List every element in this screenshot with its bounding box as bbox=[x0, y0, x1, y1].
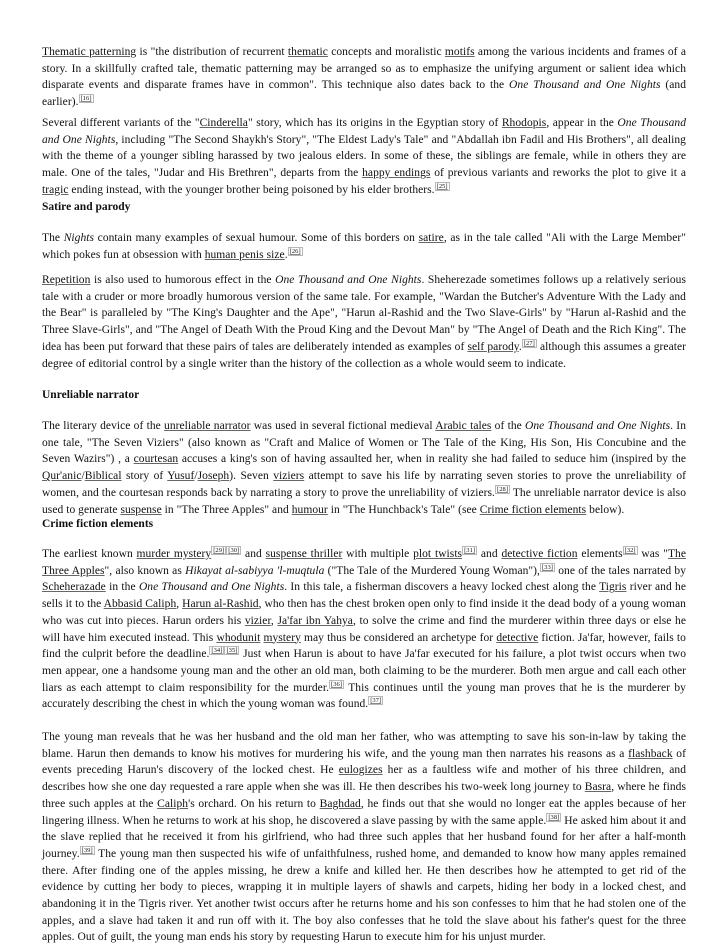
link-happy-endings[interactable]: happy endings bbox=[362, 167, 431, 180]
heading-text: Unreliable narrator bbox=[42, 389, 140, 401]
text-run: " story, which has its origins in the Egyptian story of bbox=[247, 117, 502, 129]
text-run: , bbox=[176, 598, 183, 611]
citation-ref bbox=[288, 247, 303, 256]
link-detective-fiction[interactable]: detective fiction bbox=[501, 548, 578, 560]
link-abbasid-caliph[interactable]: Abbasid Caliph bbox=[103, 598, 177, 611]
flashback-paragraph bbox=[42, 729, 686, 946]
link-humour[interactable]: humour bbox=[291, 503, 328, 516]
italic-title: One Thousand and One Nights bbox=[42, 117, 686, 146]
unreliable-narrator-paragraph bbox=[42, 418, 686, 518]
link-satire[interactable]: satire bbox=[418, 232, 444, 244]
section-heading bbox=[42, 387, 686, 403]
link-baghdad[interactable]: Baghdad bbox=[319, 797, 361, 810]
text-run: ending instead, with the younger brother being poisoned by his elder brothers. bbox=[68, 183, 435, 196]
citation-link[interactable]: [34] bbox=[211, 647, 223, 655]
citation-ref bbox=[546, 813, 561, 822]
citation-link[interactable]: [36] bbox=[331, 680, 343, 688]
text-run: in "The Hunchback's Tale" (see bbox=[327, 503, 480, 516]
text-run: and bbox=[477, 548, 502, 560]
text-run: in "The Three Apples" and bbox=[161, 503, 292, 516]
text-run: ("The Tale of the Murdered Young Woman"), bbox=[324, 564, 540, 577]
text-run: ", also known as bbox=[104, 564, 186, 577]
citation-link[interactable]: [31] bbox=[464, 547, 476, 554]
citation-link[interactable]: [32] bbox=[624, 547, 636, 554]
text-run: of events preceding Harun's discovery of the locked chest. He bbox=[42, 747, 686, 777]
link-ja-far-ibn-yahya[interactable]: Ja'far ibn Yahya bbox=[277, 614, 353, 627]
italic-title: Hikayat al-sabiyya 'l-muqtula bbox=[185, 564, 325, 577]
link-harun-al-rashid[interactable]: Harun al-Rashid bbox=[182, 598, 259, 611]
link-suspense-thriller[interactable]: suspense thriller bbox=[265, 548, 343, 560]
text-run: of the bbox=[491, 420, 526, 432]
text-run: . bbox=[284, 248, 288, 261]
text-run: Several different variants of the " bbox=[42, 117, 200, 129]
text-run: , bbox=[270, 614, 278, 627]
link-scheherazade[interactable]: Scheherazade bbox=[42, 581, 106, 594]
citation-ref bbox=[462, 546, 477, 555]
link-repetition[interactable]: Repetition bbox=[42, 274, 91, 286]
text-run: story of bbox=[121, 470, 168, 483]
text-run: . bbox=[518, 340, 522, 353]
citation-link[interactable]: [27] bbox=[523, 339, 535, 347]
paragraph-text bbox=[42, 546, 686, 713]
citation-link[interactable]: [26] bbox=[289, 247, 301, 255]
text-run: The earliest known bbox=[42, 548, 137, 560]
text-run: her as a faultless wife and mother of his three children, and describes how she one day requested a rare apple when she was ill. He then describes his two-week long journey to bbox=[42, 764, 686, 794]
citation-ref bbox=[80, 846, 95, 855]
text-run: . Sheherezade sometimes follows up a relatively serious tale with a cruder or more broadly humorous version of the same tale. For example, "Wardan the Butcher's Adventure With the Lady and the Bear" is paralleled by "The King's Daughter and the Ape", "Harun al-Rashid and the Two Slave-Girls" by "Harun al-Rashid and the Three Slave-Girls", and "The Angel of Death With the Proud King and the Devout Man" by "The Angel of Death and the Rich King". The idea has been put forward that these pairs of tales are deliberately intended as examples of bbox=[42, 274, 686, 353]
text-run: . In this tale, a fisherman discovers a heavy locked chest along the bbox=[284, 581, 600, 594]
citation-ref bbox=[209, 646, 224, 655]
text-run: , as in the tale called "Ali with the Large Member" which pokes fun at obsession with bbox=[42, 232, 686, 261]
text-run: (and earlier). bbox=[42, 79, 687, 109]
citation-link[interactable]: [37] bbox=[370, 697, 382, 705]
citation-ref bbox=[435, 182, 450, 191]
text-run: among the various incidents and frames of a story. In a skillfully crafted tale, thematic patterning may be arranged so as to emphasize the unifying argument or salient idea which disparate events and disparate frames have in common". This technique also dates back to the bbox=[42, 46, 686, 92]
text-run: below). bbox=[586, 503, 625, 516]
italic-title: One Thousand and One Nights bbox=[275, 274, 422, 286]
citation-ref bbox=[623, 546, 638, 555]
citation-ref bbox=[329, 680, 344, 689]
text-run: river and he sells it to the bbox=[42, 581, 686, 611]
link-tragic[interactable]: tragic bbox=[42, 183, 69, 196]
link-courtesan[interactable]: courtesan bbox=[133, 453, 179, 466]
link-whodunit[interactable]: whodunit bbox=[216, 631, 261, 644]
text-run: was " bbox=[637, 548, 668, 560]
link-flashback[interactable]: flashback bbox=[628, 747, 673, 760]
cinderella-variants-paragraph bbox=[42, 115, 686, 199]
text-run: contain many examples of sexual humour. Some of this borders on bbox=[94, 232, 419, 244]
text-run: attempt to save his life by narrating seven stories to prove the unreliability of women, and the courtesan responds back by narrating a story to prove the unreliability of viziers. bbox=[42, 470, 686, 499]
italic-title: One Thousand and One Nights bbox=[525, 420, 671, 432]
italic-title: One Thousand and One Nights bbox=[138, 581, 285, 594]
citation-link[interactable]: [38] bbox=[548, 813, 560, 821]
link-suspense[interactable]: suspense bbox=[120, 503, 162, 516]
text-run: elements bbox=[577, 548, 623, 560]
link-vizier[interactable]: vizier bbox=[244, 614, 271, 627]
text-run: The unreliable narrator device is also used to generate bbox=[42, 486, 687, 516]
text-run: This continues until the young man proves that he is the murderer by accurately describing the chest in which the young woman was found. bbox=[42, 681, 686, 711]
text-run: although this assumes a greater degree of editorial control by a single writer than the history of the collection as a whole would seem to indicate. bbox=[42, 340, 687, 370]
link-cinderella[interactable]: Cinderella bbox=[199, 117, 248, 129]
text-run: in the bbox=[105, 581, 139, 594]
citation-ref bbox=[226, 546, 241, 555]
text-run: He asked him about it and the slave replied that he received it from his girlfriend, who had three such apples that her husband found for her after a half-month journey. bbox=[42, 814, 686, 860]
citation-ref bbox=[368, 696, 383, 705]
link-murder-mystery[interactable]: murder mystery bbox=[136, 548, 212, 560]
unreliable-narrator-heading bbox=[42, 387, 686, 403]
link-caliph[interactable]: Caliph bbox=[157, 797, 189, 810]
link-viziers[interactable]: viziers bbox=[273, 470, 305, 483]
citation-link[interactable]: [25] bbox=[436, 182, 448, 190]
paragraph-text bbox=[42, 272, 686, 372]
link-detective[interactable]: detective bbox=[496, 631, 539, 644]
paragraph-text bbox=[42, 44, 686, 111]
link-eulogizes[interactable]: eulogizes bbox=[338, 764, 383, 777]
text-run: of previous variants and reworks the plot to give it a bbox=[430, 167, 686, 180]
text-run: The bbox=[42, 232, 64, 244]
text-run: , who then has the chest broken open only to find inside it the dead body of a young woman who was cut into pieces. Harun orders his bbox=[42, 598, 686, 627]
text-run: with multiple bbox=[342, 548, 414, 560]
three-apples-paragraph bbox=[42, 546, 686, 713]
citation-link[interactable]: [29] bbox=[213, 547, 225, 554]
link-motifs[interactable]: motifs bbox=[444, 46, 475, 58]
link-arabic-tales[interactable]: Arabic tales bbox=[435, 420, 492, 432]
link-qur-anic[interactable]: Qur'anic bbox=[42, 470, 82, 483]
text-run: The young man then suspected his wife of unfaithfulness, rushed home, and demanded to know how many apples remained there. After finding one of the apples missing, he drew a knife and killed her. He then describes how he attempted to get rid of the evidence by cutting her body to pieces, wrapping it in multiple layers of shawls and carpets, hiding her body in a locked chest, and abandoning it in the Tigris river. Yet another twist occurs after he returns home and his son confesses to him that he had stolen one of the apples, and a slave had taken it and run off with it. The boy also confesses that he told the slave about his father's quest for the three apples. Out of guilt, the young man ends his story by requesting Harun to execute him for his unjust murder. bbox=[42, 847, 686, 944]
text-run: / bbox=[81, 470, 85, 483]
text-run: / bbox=[194, 470, 198, 483]
link-rhodopis[interactable]: Rhodopis bbox=[501, 117, 547, 129]
paragraph-text bbox=[42, 230, 686, 263]
satire-parody-heading bbox=[42, 199, 686, 215]
link-the-three-apples[interactable]: The Three Apples bbox=[42, 548, 687, 577]
citation-link[interactable]: [39] bbox=[81, 846, 93, 854]
citation-ref bbox=[79, 94, 94, 103]
paragraph-text bbox=[42, 418, 686, 518]
text-run: concepts and moralistic bbox=[327, 46, 445, 58]
citation-ref bbox=[495, 485, 510, 494]
text-run: ). Seven bbox=[229, 470, 274, 483]
link-yusuf[interactable]: Yusuf bbox=[167, 470, 195, 483]
text-run: fiction. Ja'far, however, fails to find the culprit before the deadline. bbox=[42, 631, 686, 661]
section-heading bbox=[42, 199, 686, 215]
link-unreliable-narrator[interactable]: unreliable narrator bbox=[164, 420, 251, 432]
text-run: one of the tales narrated by bbox=[555, 564, 687, 577]
link-plot-twists[interactable]: plot twists bbox=[413, 548, 463, 560]
link-thematic-patterning[interactable]: Thematic patterning bbox=[42, 46, 137, 58]
text-run: was used in several fictional medieval bbox=[250, 420, 436, 432]
text-run: . In one tale, "The Seven Viziers" (also known as "Craft and Malice of Women or The Tale of the King, His Son, His Concubine and the Seven Wazirs") , a bbox=[42, 420, 686, 466]
link-basra[interactable]: Basra bbox=[584, 781, 612, 794]
citation-ref bbox=[540, 563, 555, 572]
heading-text: Crime fiction elements bbox=[42, 518, 154, 530]
crime-fiction-heading bbox=[42, 516, 686, 532]
text-run: , appear in the bbox=[546, 117, 618, 129]
link-biblical[interactable]: Biblical bbox=[84, 470, 122, 483]
italic-title: One Thousand and One Nights bbox=[509, 79, 661, 92]
citation-link[interactable]: [28] bbox=[497, 485, 509, 493]
heading-text: Satire and parody bbox=[42, 201, 131, 213]
italic-title: Nights bbox=[63, 232, 95, 244]
repetition-paragraph bbox=[42, 272, 686, 372]
text-run: The literary device of the bbox=[42, 420, 165, 432]
link-crime-fiction-elements[interactable]: Crime fiction elements bbox=[479, 503, 587, 516]
sexual-humour-paragraph bbox=[42, 230, 686, 263]
link-tigris[interactable]: Tigris bbox=[599, 581, 627, 594]
section-heading bbox=[42, 516, 686, 532]
text-run: , where he finds three such apples at the bbox=[42, 781, 686, 810]
thematic-patterning-paragraph bbox=[42, 44, 686, 111]
text-run: and bbox=[241, 548, 266, 560]
link-self-parody[interactable]: self parody bbox=[467, 340, 519, 353]
link-human-penis-size[interactable]: human penis size bbox=[204, 248, 285, 261]
text-run: , including "The Second Shaykh's Story", "The Eldest Lady's Tale" and "Abdallah ibn Fadil and His Brothers", all dealing with the theme of a younger sibling harassed by two jealous elders. In some of these, the siblings are female, while in others they are male. One of the tales, "Judar and His Brethren", departs from the bbox=[42, 133, 686, 180]
text-run: is also used to humorous effect in the bbox=[90, 274, 276, 286]
text-run: accuses a king's son of having assaulted her, when in reality she had failed to seduce him (inspired by the bbox=[178, 453, 686, 466]
citation-link[interactable]: [35] bbox=[226, 647, 238, 655]
link-thematic[interactable]: thematic bbox=[287, 46, 328, 58]
link-mystery[interactable]: mystery bbox=[263, 631, 301, 644]
text-run: , he finds out that she would no longer eat the apples because of her lingering illness. When he returns to work at his shop, he discovered a slave passing by with the same apple. bbox=[42, 797, 686, 827]
text-run: 's orchard. On his return to bbox=[188, 797, 320, 810]
citation-ref bbox=[211, 546, 226, 555]
citation-link[interactable]: [30] bbox=[228, 547, 240, 554]
citation-ref bbox=[522, 339, 537, 348]
text-run: Just when Harun is about to have Ja'far executed for his failure, a plot twist occurs when two men appear, one a handsome young man and the other an old man, both claiming to be the murderer. Both men argue and call each other liars as each attempt to claim responsibility for the murder. bbox=[42, 648, 686, 694]
citation-ref bbox=[224, 646, 239, 655]
paragraph-text bbox=[42, 115, 686, 199]
text-run: , to solve the crime and find the murderer within three days or else he will have him executed instead. This bbox=[42, 614, 686, 644]
link-joseph[interactable]: Joseph bbox=[197, 470, 230, 483]
text-run: The young man reveals that he was her husband and the old man her father, who was attempting to save his son-in-law by taking the blame. Harun then demands to know his motives for murdering his wife, and the young man then narrates his reasons as a bbox=[42, 731, 686, 760]
citation-link[interactable]: [16] bbox=[80, 95, 92, 103]
text-run: is "the distribution of recurrent bbox=[136, 46, 288, 58]
paragraph-text bbox=[42, 729, 686, 946]
text-run: may thus be considered an archetype for bbox=[300, 631, 497, 644]
citation-link[interactable]: [33] bbox=[541, 563, 553, 571]
